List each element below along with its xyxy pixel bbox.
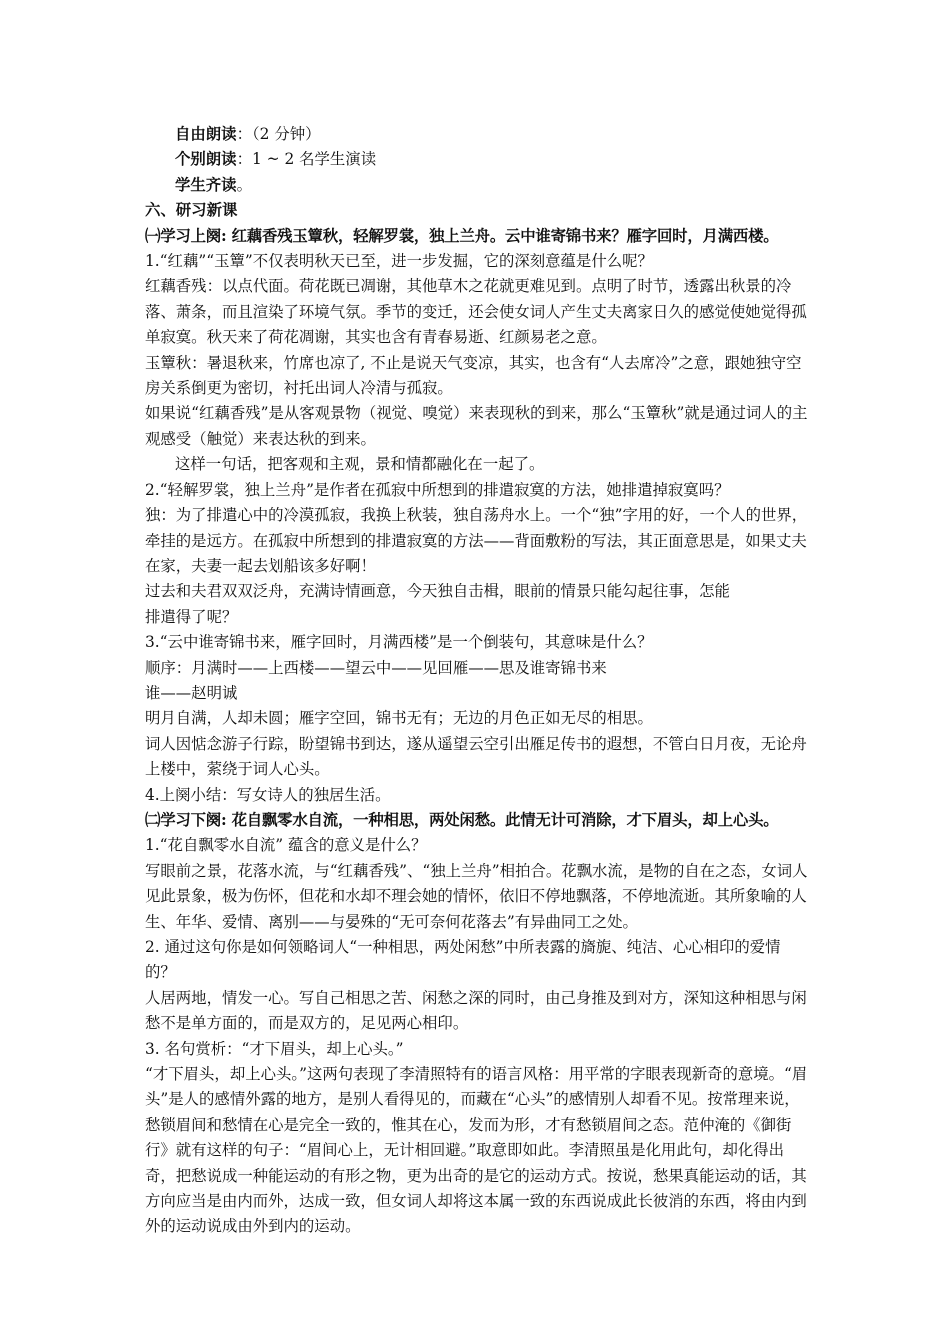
part2-q3: 3. 名句赏析：“才下眉头，却上心头。”: [145, 1039, 404, 1058]
part2-heading-mark: ㈡: [145, 810, 161, 829]
group-reading-text: 。: [236, 175, 252, 194]
part1-heading: [145, 224, 810, 249]
free-reading-label: 自由朗读: [175, 125, 237, 143]
part2-heading-text: 学习下阕: 花自飘零水自流，一种相思，两处闲愁。此情无计可消除，才下眉头，却上心头。: [160, 810, 779, 829]
individual-reading-text: ：1 ~ 2 名学生演读: [236, 150, 377, 169]
part1-para-du: 独：为了排遣心中的冷漠孤寂，我换上秋装，独自荡舟水上。一个“独”字用的好，一个人的世界，牵挂的是远方。在孤寂中所想到的排遣寂寞的方法——背面敷粉的写法，其正面意思是，如果丈夫在家，夫妻一起去划船该多好啊！: [145, 506, 808, 575]
part1-para-who: 谁——赵明诚: [145, 683, 238, 702]
part2-para-flowers: 写眼前之景，花落水流，与“红藕香残”、“独上兰舟”相拍合。花飘水流，是物的自在之态，女词人见此景象，极为伤怀，但花和水却不理会她的情怀，依旧不停地飘落，不停地流逝。其所象喻的人生、年华、爱情、离别——与晏殊的“无可奈何花落去”有异曲同工之处。: [145, 861, 808, 931]
group-reading-label: 学生齐读: [175, 175, 237, 194]
part2-para-two-places: 人居两地，情发一心。写自己相思之苦、闲愁之深的同时，由己身推及到对方，深知这种相思与闲愁不是单方面的，而是双方的，足见两心相印。: [145, 988, 807, 1033]
part1-q2: 2.“轻解罗裳，独上兰舟”是作者在孤寂中所想到的排遣寂寞的方法，她排遣掉寂寞吗？: [145, 480, 730, 499]
section-title: 六、研习新课: [145, 201, 238, 220]
individual-reading-label: 个别朗读: [175, 150, 237, 169]
part1-para-compare: 如果说“红藕香残”是从客观景物（视觉、嗅觉）来表现秋的到来，那么“玉簟秋”就是通过词人的主观感受（触觉）来表达秋的到来。: [145, 404, 808, 448]
part1-para-order: 顺序：月满时——上西楼——望云中——见回雁——思及谁寄锦书来: [145, 658, 607, 677]
part1-heading-text: 学习上阕: 红藕香残玉簟秋，轻解罗裳，独上兰舟。云中谁寄锦书来？雁字回时，月满西楼。: [160, 226, 779, 245]
part2-q2: 2. 通过这句你是如何领略词人“一种相思，两处闲愁”中所表露的旖旎、纯洁、心心相印的爱情的？: [145, 938, 781, 982]
group-reading-line: [145, 173, 810, 198]
individual-reading-line: [145, 147, 810, 172]
part1-q1: 1.“红藕”“玉簟”不仅表明秋天已至，进一步发掘，它的深刻意蕴是什么呢？: [145, 252, 653, 271]
part1-q3: 3.“云中谁寄锦书来，雁字回时，月满西楼”是一个倒装句，其意味是什么？: [145, 633, 653, 652]
document-body: [145, 122, 810, 1240]
part2-heading: [145, 808, 810, 833]
part2-q1: 1.“花自飘零水自流” 蕴含的意义是什么？: [145, 836, 427, 855]
free-reading-text: ：（2 分钟）: [236, 125, 321, 143]
part1-para-yudian: 玉簟秋：暑退秋来，竹席也凉了, 不止是说天气变凉，其实，也含有“人去席冷”之意，跟她独守空房关系倒更为密切，衬托出词人冷清与孤寂。: [145, 353, 802, 398]
part1-para-past-line1: 过去和夫君双双泛舟，充满诗情画意，今天独自击楫，眼前的情景只能勾起往事，怎能: [145, 582, 730, 601]
free-reading-line: [145, 122, 810, 147]
part1-heading-mark: ㈠: [145, 226, 161, 245]
part1-summary: 4.上阕小结：写女诗人的独居生活。: [145, 785, 391, 804]
part1-para-moon: 明月自满，人却未圆；雁字空回，锦书无有；无边的月色正如无尽的相思。: [145, 709, 653, 728]
part2-para-famous-line: “才下眉头，却上心头。”这两句表现了李清照特有的语言风格：用平常的字眼表现新奇的意境。“眉头”是人的感情外露的地方，是别人看得见的，而藏在“心头”的感情别人却看不见。按常理来说，愁锁眉间和愁情在心是完全一致的，惟其在心，发而为形，才有愁锁眉间之态。范仲淹的《御街行》就有这样的句子：“眉间心上，无计相回避。”取意即如此。李清照虽是化用此句，却化得出奇，把愁说成一种能运动的有形之物，更为出奇的是它的运动方式。按说，愁果真能运动的话，其方向应当是由内而外，达成一致，但女词人却将这本属一致的东西说成此长彼消的东西，将由内到外的运动说成由外到内的运动。: [145, 1065, 808, 1236]
part1-para-past-line2: 排遣得了呢？: [145, 607, 238, 626]
part1-para-poet: 词人因惦念游子行踪，盼望锦书到达，遂从遥望云空引出雁足传书的遐想，不管白日月夜，无论舟上楼中，萦绕于词人心头。: [145, 734, 807, 779]
part1-para-hongou: 红藕香残：以点代面。荷花既已凋谢，其他草木之花就更难见到。点明了时节，透露出秋景的冷落、萧条，而且渲染了环境气氛。季节的变迁，还会使女词人产生丈夫离家日久的感觉使她觉得孤单寂寞。秋天来了荷花凋谢，其实也含有青春易逝、红颜易老之意。: [145, 277, 807, 347]
part1-para-summary-sentence: 这样一句话，把客观和主观，景和情都融化在一起了。: [175, 455, 545, 474]
